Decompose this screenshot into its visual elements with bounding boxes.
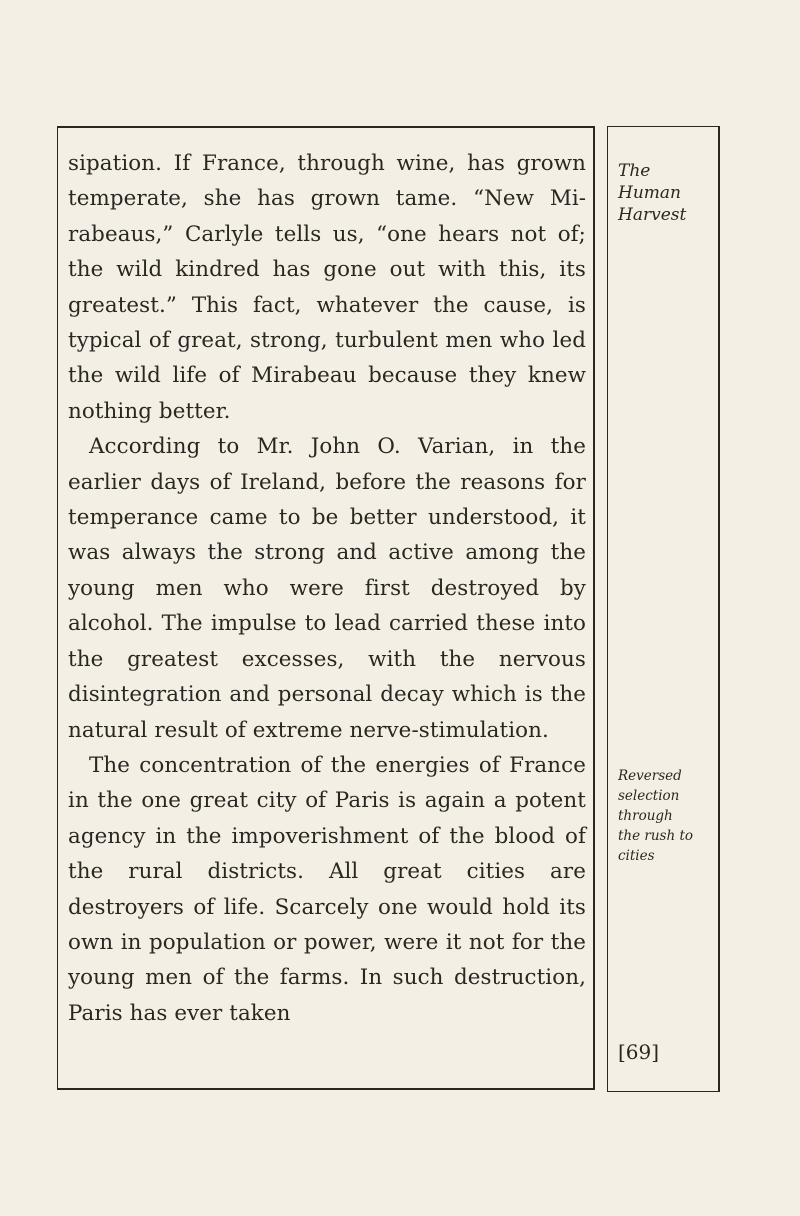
margin-note-line: selection bbox=[618, 788, 680, 804]
running-head-line: Human bbox=[618, 183, 681, 203]
paragraph-1: sipation. If France, through wine, has grown temperate, she has grown tame. “New Mirabeaus,” Carlyle tells us, “one hears not of; the wild kindred has gone out with this, its greatest.” This fact, whatever the cause, is typical of great, strong, turbulent men who led the wild life of Mirabeau because they knew nothing better. bbox=[68, 151, 586, 424]
margin-note bbox=[618, 766, 718, 866]
body-text bbox=[68, 146, 586, 1031]
paragraph-3: The concentration of the energies of France in the one great city of Paris is again a potent agency in the impoverishment of the blood of the rural districts. All great cities are destroyers of life. Scarcely one would hold its own in population or power, were it not for the young men of the farms. In such destruction, Paris has ever taken bbox=[68, 752, 586, 1026]
margin-note-line: Reversed bbox=[618, 768, 682, 784]
paragraph-2: According to Mr. John O. Varian, in the earlier days of Ireland, before the reasons for temperance came to be better understood, it was always the strong and active among the young men who were first destroyed by alcohol. The impulse to lead carried these into the greatest excesses, with the nervous disintegration and personal decay which is the natural result of extreme nerve-stimulation. bbox=[68, 434, 586, 743]
page-number: [69] bbox=[618, 1040, 660, 1064]
margin-note-line: cities bbox=[618, 848, 655, 864]
running-head bbox=[618, 160, 718, 226]
margin-note-line: the rush to bbox=[618, 828, 694, 844]
running-head-line: Harvest bbox=[618, 205, 687, 225]
margin-note-line: through bbox=[618, 808, 673, 824]
running-head-line: The bbox=[618, 161, 651, 181]
margin-frame bbox=[607, 126, 720, 1092]
